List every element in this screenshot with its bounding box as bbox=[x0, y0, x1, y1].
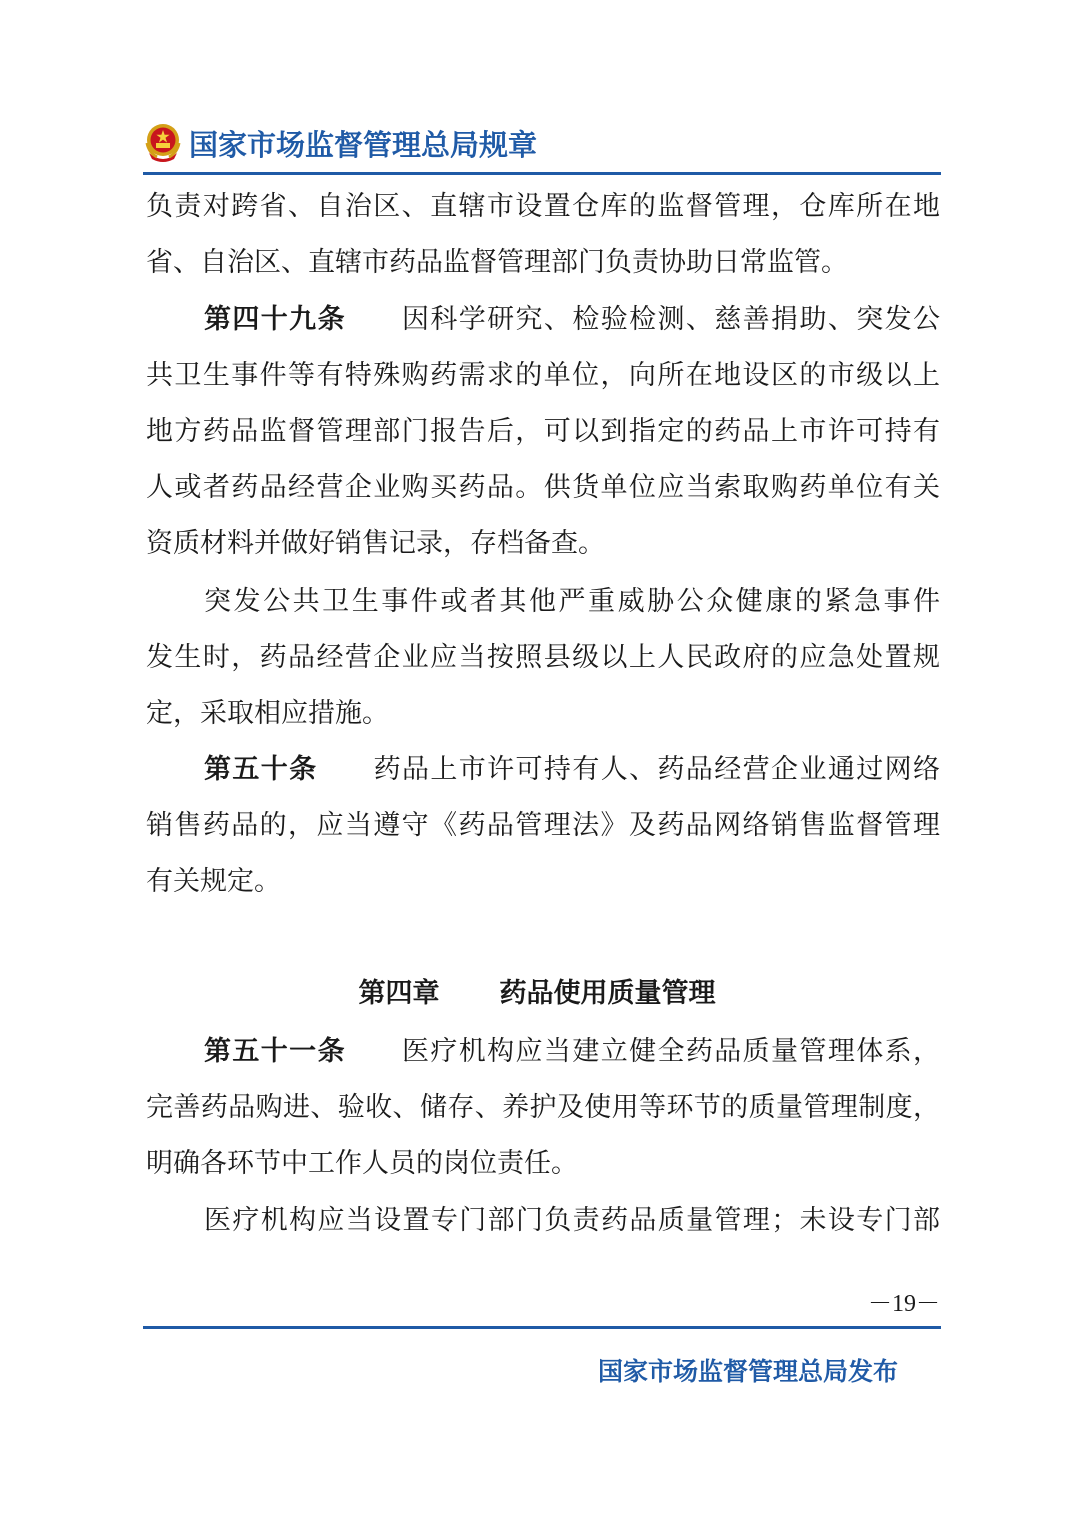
page-header bbox=[143, 118, 537, 168]
article-50-line bbox=[204, 750, 940, 790]
body-line: 定，采取相应措施。 bbox=[146, 698, 389, 729]
body-line: 人或者药品经营企业购买药品。供货单位应当索取购药单位有关 bbox=[146, 472, 940, 503]
header-divider bbox=[143, 172, 941, 175]
article-51-label: 第五十一条 bbox=[204, 1036, 346, 1067]
chapter-title: 药品使用质量管理 bbox=[499, 978, 716, 1009]
article-51-text: 医疗机构应当建立健全药品质量管理体系， bbox=[401, 1036, 941, 1067]
body-line: 明确各环节中工作人员的岗位责任。 bbox=[146, 1148, 578, 1179]
body-line: 地方药品监督管理部门报告后，可以到指定的药品上市许可持有 bbox=[146, 416, 940, 447]
national-emblem-icon bbox=[143, 121, 183, 165]
body-line: 省、自治区、直辖市药品监督管理部门负责协助日常监管。 bbox=[146, 247, 848, 278]
body-line: 突发公共卫生事件或者其他严重威胁公众健康的紧急事件 bbox=[204, 586, 940, 617]
article-49-line bbox=[204, 300, 940, 340]
article-49-label: 第四十九条 bbox=[204, 304, 346, 335]
page-number: －19－ bbox=[868, 1291, 940, 1317]
footer-divider bbox=[143, 1326, 941, 1329]
footer-publisher: 国家市场监督管理总局发布 bbox=[597, 1357, 898, 1386]
body-line: 发生时，药品经营企业应当按照县级以上人民政府的应急处置规 bbox=[146, 642, 940, 673]
body-line: 有关规定。 bbox=[146, 866, 281, 897]
article-50-text: 药品上市许可持有人、药品经营企业通过网络 bbox=[373, 754, 941, 785]
article-50-label: 第五十条 bbox=[204, 754, 318, 785]
body-line: 完善药品购进、验收、储存、养护及使用等环节的质量管理制度， bbox=[146, 1092, 940, 1123]
header-title: 国家市场监督管理总局规章 bbox=[189, 127, 538, 162]
article-51-line bbox=[204, 1032, 940, 1072]
chapter-heading bbox=[0, 972, 1074, 1016]
body-line: 共卫生事件等有特殊购药需求的单位，向所在地设区的市级以上 bbox=[146, 360, 940, 391]
body-line: 负责对跨省、自治区、直辖市设置仓库的监督管理，仓库所在地 bbox=[146, 191, 940, 222]
body-line: 资质材料并做好销售记录，存档备查。 bbox=[146, 528, 605, 559]
article-49-text: 因科学研究、检验检测、慈善捐助、突发公 bbox=[401, 304, 941, 335]
chapter-number: 第四章 bbox=[358, 978, 440, 1009]
body-line: 销售药品的，应当遵守《药品管理法》及药品网络销售监督管理 bbox=[146, 810, 940, 841]
body-line: 医疗机构应当设置专门部门负责药品质量管理；未设专门部 bbox=[204, 1205, 940, 1236]
